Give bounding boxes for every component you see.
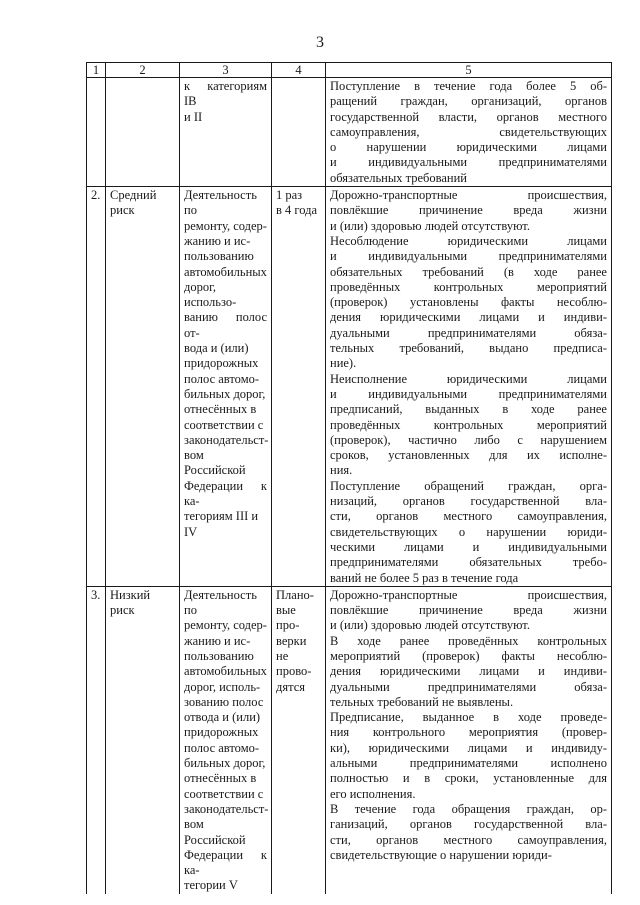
criteria-line: ние).: [330, 356, 357, 371]
criteria-line: альными предпринимателями исполнено: [330, 756, 607, 771]
criteria-line: Поступление в течение года более 5 об-: [330, 79, 607, 93]
cell-text-line: Плано-: [276, 587, 314, 602]
criteria-line: и индивидуальными предпринимателями: [330, 386, 607, 401]
criteria-paragraph: [330, 372, 607, 479]
row-number-cell: 2.: [87, 187, 106, 587]
criteria-line: проведённых контрольных мероприятий: [330, 279, 607, 294]
activity-cell: [180, 187, 272, 587]
criteria-line: повлёкшие причинение вреда жизни: [330, 603, 607, 618]
cell-text-line: Деятельность по: [184, 587, 257, 618]
cell-text-line: соответствии с: [184, 417, 264, 432]
cell-text-line: жанию и ис-: [184, 633, 251, 648]
criteria-line: и (или) здоровью людей отсутствуют.: [330, 618, 530, 633]
criteria-line: ния.: [330, 463, 353, 478]
criteria-line: и индивидуальными предпринимателями: [330, 155, 607, 170]
cell-text-line: полос автомо-: [184, 371, 260, 386]
criteria-paragraph: [330, 802, 607, 863]
column-number-3: 3: [180, 63, 272, 78]
criteria-line: ганизаций, органов государственной вла-: [330, 817, 607, 832]
table-row: [87, 586, 612, 893]
frequency-cell: [272, 187, 326, 587]
criteria-line: обязательных требований: [330, 170, 467, 185]
cell-text-line: автомобильных: [184, 264, 267, 279]
criteria-line: и (или) здоровью людей отсутствуют.: [330, 218, 530, 233]
criteria-line: мероприятий (проверок) факты несоблю-: [330, 648, 607, 663]
cell-text-line: 1 раз: [276, 188, 303, 203]
criteria-line: дения юридическими лицами и индиви-: [330, 664, 607, 679]
criteria-line: ческими лицами и индивидуальными: [330, 539, 607, 554]
activity-cell: [180, 78, 272, 187]
criteria-line: сти, органов местного самоуправления,: [330, 509, 607, 524]
criteria-line: дуальными предпринимателями обяза-: [330, 679, 607, 694]
risk-category-table: [86, 62, 612, 894]
criteria-line: обязательных требований (в ходе ранее: [330, 264, 607, 279]
criteria-line: (проверок) установлены факты несоблю-: [330, 295, 607, 310]
cell-text-line: в 4 года: [276, 203, 318, 218]
criteria-line: дения юридическими лицами и индиви-: [330, 310, 607, 325]
criteria-cell: [326, 586, 612, 893]
criteria-line: сти, органов местного самоуправления,: [330, 832, 607, 847]
criteria-paragraph: [330, 588, 607, 634]
criteria-line: предпринимателями обязательных требо-: [330, 555, 607, 570]
activity-cell: [180, 586, 272, 893]
cell-text-line: пользованию: [184, 249, 254, 264]
criteria-line: самоуправления, свидетельствующих: [330, 124, 607, 139]
criteria-paragraph: [330, 479, 607, 586]
criteria-line: свидетельствующих о нарушении юриди-: [330, 524, 607, 539]
cell-text-line: вом Российской: [184, 817, 246, 847]
cell-text-line: Деятельность по: [184, 188, 257, 218]
risk-level-cell: [106, 187, 180, 587]
cell-text-line: придорожных: [184, 725, 259, 740]
cell-text-line: риск: [110, 203, 135, 218]
criteria-line: предписаний, выданных в ходе ранее: [330, 402, 607, 417]
cell-text-line: тегориям III и IV: [184, 509, 259, 539]
criteria-line: свидетельствующие о нарушении юриди-: [330, 847, 552, 862]
cell-text-line: жанию и ис-: [184, 233, 251, 248]
cell-text-line: вом Российской: [184, 448, 246, 478]
criteria-paragraph: [330, 79, 607, 186]
cell-text-line: бильных дорог,: [184, 756, 266, 771]
criteria-line: Несоблюдение юридическими лицами: [330, 233, 607, 248]
criteria-line: Поступление обращений граждан, орга-: [330, 478, 607, 493]
cell-text-line: отнесённых в: [184, 771, 257, 786]
cell-text-line: Средний: [110, 188, 157, 203]
cell-text-line: риск: [110, 603, 135, 618]
criteria-paragraph: [330, 188, 607, 234]
criteria-line: Предписание, выданное в ходе проведе-: [330, 710, 607, 725]
cell-text-line: законодательст-: [184, 432, 269, 447]
criteria-line: о нарушении юридическими лицами: [330, 140, 607, 155]
criteria-cell: [326, 187, 612, 587]
criteria-line: его исполнения.: [330, 786, 416, 801]
cell-text-line: и II: [184, 109, 203, 124]
column-number-1: 1: [87, 63, 106, 78]
column-number-4: 4: [272, 63, 326, 78]
criteria-line: государственной власти, органов местного: [330, 109, 607, 124]
cell-text-line: тегории V: [184, 878, 238, 893]
criteria-line: полностью и в сроки, установленные для: [330, 771, 607, 786]
table-header-row: [87, 63, 612, 78]
criteria-line: тельных требований, выдано предписа-: [330, 341, 607, 356]
risk-level-cell: [106, 78, 180, 187]
criteria-line: В ходе ранее проведённых контрольных: [330, 633, 607, 648]
criteria-line: и индивидуальными предпринимателями: [330, 249, 607, 264]
criteria-line: Дорожно-транспортные происшествия,: [330, 188, 607, 203]
cell-text-line: отнесённых в: [184, 402, 257, 417]
cell-text-line: ванию полос от-: [184, 310, 267, 340]
criteria-line: Неисполнение юридическими лицами: [330, 371, 607, 386]
cell-text-line: отвода и (или): [184, 710, 261, 725]
cell-text-line: Федерации к ка-: [184, 847, 267, 878]
criteria-line: Дорожно-транспортные происшествия,: [330, 587, 607, 602]
page-number: 3: [316, 34, 324, 51]
criteria-line: повлёкшие причинение вреда жизни: [330, 203, 607, 218]
criteria-cell: [326, 78, 612, 187]
cell-text-line: зованию полос: [184, 694, 264, 709]
criteria-line: проведённых контрольных мероприятий: [330, 417, 607, 432]
criteria-line: дуальными предпринимателями обяза-: [330, 325, 607, 340]
criteria-line: тельных требований не выявлены.: [330, 694, 514, 709]
cell-text-line: полос автомо-: [184, 740, 260, 755]
criteria-paragraph: [330, 710, 607, 802]
column-number-2: 2: [106, 63, 180, 78]
cell-text-line: Низкий: [110, 587, 151, 602]
cell-text-line: законодательст-: [184, 801, 269, 816]
criteria-line: (проверок), частично либо с нарушением: [330, 432, 607, 447]
cell-text-line: пользованию: [184, 648, 254, 663]
frequency-cell: [272, 586, 326, 893]
cell-text-line: соответствии с: [184, 786, 264, 801]
risk-level-cell: [106, 586, 180, 893]
cell-text-line: дорог, использо-: [184, 279, 237, 310]
criteria-line: сроков, установленных для их исполне-: [330, 448, 607, 463]
cell-text-line: ремонту, содер-: [184, 218, 267, 233]
criteria-line: ваний не более 5 раз в течение года: [330, 570, 519, 585]
cell-text-line: ремонту, содер-: [184, 618, 267, 633]
cell-text-line: Федерации к ка-: [184, 478, 267, 509]
cell-text-line: автомобильных: [184, 664, 267, 679]
cell-text-line: придорожных: [184, 356, 259, 371]
table-row: [87, 78, 612, 187]
cell-text-line: дорог, исполь-: [184, 679, 261, 694]
row-number-cell: 3.: [87, 586, 106, 893]
criteria-line: ки), юридическими лицами и индивиду-: [330, 740, 607, 755]
column-number-5: 5: [326, 63, 612, 78]
criteria-line: ращений граждан, организаций, органов: [330, 94, 607, 109]
criteria-line: В течение года обращения граждан, ор-: [330, 801, 607, 816]
cell-text-line: вые про-: [276, 603, 300, 633]
criteria-paragraph: [330, 634, 607, 710]
frequency-cell: [272, 78, 326, 187]
table-row: [87, 187, 612, 587]
cell-text-line: бильных дорог,: [184, 386, 266, 401]
criteria-paragraph: [330, 234, 607, 372]
cell-text-line: дятся: [276, 679, 306, 694]
cell-text-line: прово-: [276, 664, 312, 679]
cell-text-line: верки не: [276, 633, 307, 663]
criteria-line: ния контрольного мероприятия (провер-: [330, 725, 607, 740]
cell-text-line: к категориям IВ: [184, 79, 267, 109]
criteria-line: низаций, органов государственной вла-: [330, 494, 607, 509]
row-number-cell: [87, 78, 106, 187]
cell-text-line: вода и (или): [184, 341, 249, 356]
